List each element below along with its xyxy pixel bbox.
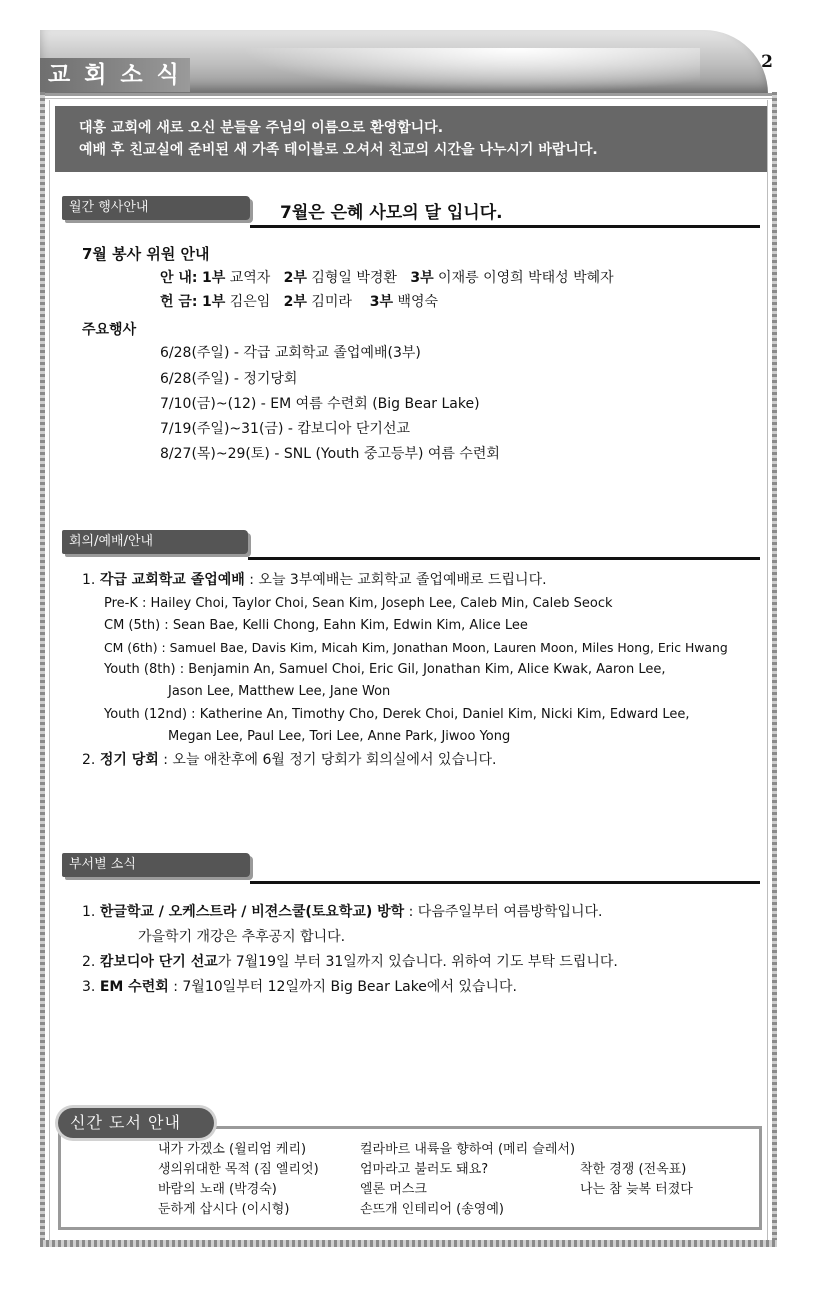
usher-part-1: 교역자	[229, 270, 271, 286]
dept-item-1-text: : 다음주일부터 여름방학입니다.	[404, 904, 603, 920]
dept-item-2	[82, 952, 618, 972]
usher-row	[160, 268, 614, 288]
meeting-item-1-num: 1.	[82, 572, 96, 588]
book-item: 생의위대한 목적 (짐 엘리엇)	[158, 1162, 319, 1177]
usher-part-3: 이재릉 이영희 박태성 박혜자	[438, 270, 614, 286]
book-item: 바람의 노래 (박경숙)	[158, 1182, 277, 1197]
offering-part-2-label: 2부	[283, 294, 307, 310]
book-item: 나는 참 늦복 터졌다	[580, 1182, 693, 1197]
dept-item-3-text: : 7월10일부터 12일까지 Big Bear Lake에서 있습니다.	[168, 979, 517, 995]
monthly-headline: 7월은 은혜 사모의 달 입니다.	[280, 203, 503, 223]
offering-row	[160, 292, 438, 312]
grad-list-line: CM (6th) : Samuel Bae, Davis Kim, Micah Kim, Jonathan Moon, Lauren Moon, Miles Hong, Eric Hwang	[104, 640, 728, 655]
usher-part-2: 김형일 박경환	[311, 270, 397, 286]
event-item: 7/19(주일)~31(금) - 캄보디아 단기선교	[160, 421, 410, 437]
grad-list-line: Jason Lee, Matthew Lee, Jane Won	[168, 684, 391, 699]
dept-item-3-num: 3.	[82, 979, 96, 995]
section-rule	[248, 557, 760, 560]
book-item: 착한 경쟁 (전옥표)	[580, 1162, 687, 1177]
frame-inner-left	[49, 100, 50, 1240]
usher-part-3-label: 3부	[410, 270, 434, 286]
offering-part-3: 백영숙	[397, 294, 439, 310]
section-rule	[250, 225, 760, 228]
dept-item-3	[82, 977, 517, 997]
usher-label: 안 내:	[160, 270, 198, 286]
frame-inner-right	[767, 100, 768, 1240]
book-item: 내가 가겠소 (윌리엄 케리)	[158, 1142, 307, 1157]
book-item: 둔하게 삽시다 (이시형)	[158, 1202, 290, 1217]
events-heading: 주요행사	[82, 322, 137, 338]
event-item: 6/28(주일) - 각급 교회학교 졸업예배(3부)	[160, 345, 421, 361]
tab-monthly: 월간 행사안내	[62, 196, 250, 220]
dept-item-1-cont: 가을학기 개강은 추후공지 합니다.	[138, 929, 346, 945]
dept-item-2-title: 캄보디아 단기 선교	[99, 954, 218, 970]
dept-item-1	[82, 902, 603, 922]
usher-part-1-label: 1부	[201, 270, 226, 286]
tab-books: 신간 도서 안내	[58, 1108, 214, 1138]
grad-list-line: Youth (8th) : Benjamin An, Samuel Choi, Eric Gil, Jonathan Kim, Alice Kwak, Aaron Lee,	[104, 662, 666, 677]
dept-item-3-title: EM 수련회	[99, 979, 169, 995]
dept-item-1-num: 1.	[82, 904, 96, 920]
frame-right	[772, 92, 777, 1245]
grad-list-line: Megan Lee, Paul Lee, Tori Lee, Anne Park, Jiwoo Yong	[168, 729, 511, 744]
event-item: 8/27(목)~29(토) - SNL (Youth 중고등부) 여름 수련회	[160, 446, 500, 462]
meeting-item-1-title: 각급 교회학교 졸업예배	[99, 572, 245, 588]
dept-item-1-title: 한글학교 / 오케스트라 / 비젼스쿨(토요학교) 방학	[99, 904, 405, 920]
usher-part-2-label: 2부	[283, 270, 307, 286]
grad-list-line: CM (5th) : Sean Bae, Kelli Chong, Eahn Kim, Edwin Kim, Alice Lee	[104, 618, 528, 633]
tab-meeting: 회의/예배/안내	[62, 530, 248, 554]
frame-left	[40, 92, 45, 1245]
book-item: 손뜨개 인테리어 (송영예)	[360, 1202, 504, 1217]
page-title: 교회소식	[48, 62, 193, 88]
dept-item-2-text: 가 7월19일 부터 31일까지 있습니다. 위하여 기도 부탁 드립니다.	[217, 954, 618, 970]
offering-label: 헌 금:	[160, 294, 198, 310]
meeting-item-2-title: 정기 당회	[99, 752, 159, 768]
offering-part-2: 김미라	[311, 294, 352, 310]
dept-item-2-num: 2.	[82, 954, 96, 970]
welcome-banner	[55, 106, 767, 172]
section-rule	[250, 881, 760, 884]
meeting-item-2	[82, 750, 496, 770]
book-item: 컬라바르 내륙을 향하여 (메리 슬레서)	[360, 1142, 576, 1157]
frame-top	[40, 93, 777, 96]
grad-list-line: Pre-K : Hailey Choi, Taylor Choi, Sean Kim, Joseph Lee, Caleb Min, Caleb Seock	[104, 596, 613, 611]
page-number: 2	[761, 52, 773, 72]
book-item: 엄마라고 불러도 돼요?	[360, 1162, 489, 1177]
grad-list-line: Youth (12nd) : Katherine An, Timothy Cho, Derek Choi, Daniel Kim, Nicki Kim, Edward Lee,	[104, 707, 690, 722]
frame-top-inner	[40, 98, 777, 99]
offering-part-1: 김은임	[229, 294, 271, 310]
meeting-item-1-text: : 오늘 3부예배는 교회학교 졸업예배로 드립니다.	[244, 572, 547, 588]
event-item: 6/28(주일) - 정기당회	[160, 371, 298, 387]
meeting-item-2-num: 2.	[82, 752, 96, 768]
tab-dept: 부서별 소식	[62, 853, 250, 877]
service-heading: 7월 봉사 위원 안내	[82, 245, 210, 263]
frame-bottom	[40, 1240, 777, 1247]
offering-part-1-label: 1부	[201, 294, 226, 310]
meeting-item-2-text: : 오늘 애찬후에 6월 정기 당회가 회의실에서 있습니다.	[158, 752, 497, 768]
meeting-item-1	[82, 570, 547, 590]
welcome-line-1: 대흥 교회에 새로 오신 분들을 주님의 이름으로 환영합니다.	[79, 120, 444, 136]
welcome-line-2: 예배 후 친교실에 준비된 새 가족 테이블로 오셔서 친교의 시간을 나누시기 바랍니다.	[79, 142, 598, 158]
offering-part-3-label: 3부	[369, 294, 394, 310]
event-item: 7/10(금)~(12) - EM 여름 수련회 (Big Bear Lake)	[160, 396, 480, 412]
book-item: 엘론 머스크	[360, 1182, 427, 1197]
